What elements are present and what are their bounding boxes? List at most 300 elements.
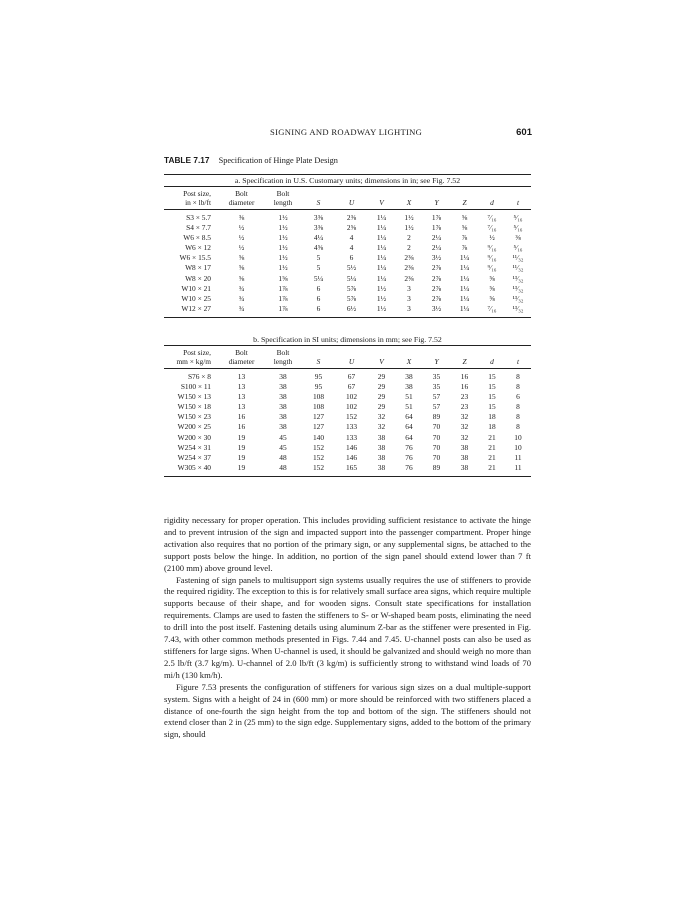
post-size-cell: W6 × 8.5	[183, 233, 211, 243]
table-row	[164, 463, 531, 477]
table-cell: 13	[237, 372, 246, 381]
table-row	[164, 422, 531, 432]
table-cell: 21	[488, 452, 496, 462]
table-cell: 5⅞	[346, 283, 357, 293]
column-header-top: Bolt	[276, 348, 290, 357]
table-part-a-grid	[164, 187, 531, 318]
table-row	[164, 274, 531, 284]
post-size-cell: W150 × 23	[177, 412, 211, 422]
table-cell: 1½	[278, 223, 288, 233]
table-cell: 35	[432, 372, 441, 381]
table-cell: 165	[345, 462, 358, 472]
table-title: Specification of Hinge Plate Design	[218, 156, 338, 165]
table-cell: ⅝	[238, 253, 245, 263]
table-cell: ⅜	[515, 233, 521, 243]
table-cell: 127	[312, 412, 325, 422]
table-cell: 19	[237, 452, 246, 462]
table-cell: ⅝	[461, 213, 468, 222]
table-cell: ⁹⁄₁₆	[487, 253, 497, 263]
table-cell: ⅝	[489, 293, 495, 303]
table-cell: 1½	[376, 283, 387, 293]
table-cell: 64	[405, 412, 413, 422]
table-row	[164, 304, 531, 318]
table-cell: 29	[377, 372, 386, 381]
table-cell: 64	[405, 432, 413, 442]
column-header: in × lb/ft	[164, 198, 219, 210]
table-cell: 70	[432, 442, 441, 452]
table-cell: ¹³⁄₃₂	[512, 283, 524, 293]
table-cell: 6	[316, 283, 321, 293]
table-cell: 1¼	[459, 263, 470, 273]
table-cell: 4⅝	[313, 243, 324, 253]
post-size-cell: W254 × 31	[177, 442, 211, 452]
table-cell: 1½	[278, 243, 288, 253]
table-cell: 1¼	[459, 253, 470, 263]
table-cell: ¹¹⁄₃₂	[512, 253, 524, 263]
table-cell: 5½	[346, 263, 357, 273]
table-cell: 3⅜	[313, 223, 324, 233]
table-cell: 76	[405, 452, 413, 462]
table-cell: 89	[432, 462, 441, 472]
column-header-top	[505, 187, 531, 198]
table-cell: 1¼	[376, 223, 387, 233]
table-cell: 38	[405, 382, 413, 392]
table-cell: ⅝	[489, 283, 495, 293]
table-cell: 11	[514, 462, 522, 472]
column-header-top	[423, 187, 450, 198]
table-cell: 1½	[278, 263, 288, 273]
table-cell: 2⅞	[431, 283, 442, 293]
table-cell: 152	[312, 452, 325, 462]
table-cell: 2¼	[431, 243, 442, 253]
table-cell: 13	[237, 392, 246, 402]
table-cell: 29	[377, 402, 386, 412]
table-cell: 38	[279, 372, 287, 381]
column-header: U	[335, 357, 368, 369]
table-cell: 152	[312, 462, 325, 472]
table-part-b-subtitle: b. Specification in SI units; dimensions in mm; see Fig. 7.52	[164, 334, 531, 346]
table-row	[164, 253, 531, 263]
table-cell: 1¼	[459, 273, 470, 283]
post-size-cell: S100 × 11	[180, 382, 211, 392]
table-row	[164, 412, 531, 422]
column-header: length	[264, 357, 302, 369]
column-header: S	[302, 357, 335, 369]
table-cell: 5⅞	[346, 293, 357, 303]
table-part-a-body	[164, 210, 531, 318]
table-cell: ⅝	[461, 223, 468, 233]
table-cell: 21	[488, 432, 496, 442]
table-cell: 38	[279, 402, 287, 412]
table-cell: 48	[279, 452, 287, 462]
table-cell: 16	[460, 382, 469, 392]
table-cell: 38	[377, 452, 386, 462]
table-cell: 2⅜	[346, 213, 357, 222]
table-part-a-header-row-2	[164, 198, 531, 210]
table-cell: 6	[316, 303, 321, 313]
column-header: t	[505, 198, 531, 210]
table-cell: 23	[460, 392, 469, 402]
table-cell: 38	[460, 452, 469, 462]
table-cell: 32	[377, 422, 386, 432]
column-header: Z	[450, 198, 479, 210]
column-header-top	[368, 346, 395, 357]
table-cell: 1⅞	[431, 223, 442, 233]
table-cell: ¹³⁄₃₂	[512, 293, 524, 303]
column-header: length	[264, 198, 302, 210]
table-cell: ¹³⁄₃₂	[512, 273, 524, 283]
table-part-a-subtitle: a. Specification in U.S. Customary units; dimensions in in; see Fig. 7.52	[164, 174, 531, 187]
column-header-top	[505, 346, 531, 357]
column-header-top	[395, 187, 423, 198]
table-cell: 95	[314, 372, 323, 381]
table-cell: 10	[514, 432, 522, 442]
table-row	[164, 210, 531, 224]
table-cell: 38	[460, 442, 469, 452]
post-size-cell: W10 × 21	[181, 283, 211, 293]
table-cell: 35	[432, 382, 441, 392]
table-cell: 2⅜	[404, 253, 414, 263]
table-cell: 2¼	[431, 233, 442, 243]
table-cell: 45	[279, 432, 287, 442]
table-cell: 1⅞	[431, 213, 442, 222]
table-cell: 76	[405, 442, 413, 452]
table-cell: 146	[345, 452, 358, 462]
table-cell: 8	[516, 372, 520, 381]
table-cell: ⅝	[238, 273, 245, 283]
column-header: t	[505, 357, 531, 369]
post-size-cell: W200 × 30	[177, 432, 211, 442]
table-cell: ⁹⁄₁₆	[487, 263, 497, 273]
table-cell: 95	[314, 382, 323, 392]
table-cell: 16	[237, 412, 246, 422]
table-cell: ⁵⁄₁₆	[513, 213, 523, 222]
table-cell: 4¼	[313, 233, 324, 243]
table-cell: 152	[312, 442, 325, 452]
column-header: U	[335, 198, 368, 210]
table-cell: 5	[316, 263, 321, 273]
page-number: 601	[516, 127, 532, 138]
table-cell: 70	[432, 422, 441, 432]
table-part-b-body	[164, 369, 531, 477]
table-cell: 5¼	[346, 273, 357, 283]
table-cell: 2	[407, 243, 411, 253]
column-header-top	[450, 187, 479, 198]
table-cell: 4	[349, 243, 354, 253]
column-header-top: Bolt	[276, 189, 290, 198]
table-cell: 6½	[346, 303, 357, 313]
table-cell: 32	[460, 412, 469, 422]
table-cell: 8	[516, 402, 520, 412]
table-row	[164, 443, 531, 453]
table-cell: 146	[345, 442, 358, 452]
column-header: d	[479, 198, 505, 210]
table-cell: ⅝	[238, 263, 245, 273]
table-cell: 13	[237, 402, 246, 412]
column-header-top: Post size,	[183, 189, 211, 198]
column-header-top	[479, 187, 505, 198]
column-header-top: Post size,	[183, 348, 211, 357]
table-cell: 2⅞	[431, 293, 442, 303]
post-size-cell: S4 × 7.7	[186, 223, 211, 233]
table-cell: 70	[432, 452, 441, 462]
table-caption	[164, 155, 338, 165]
table-cell: 127	[312, 422, 325, 432]
table-cell: 1½	[278, 253, 288, 263]
table-row	[164, 233, 531, 243]
table-cell: 108	[312, 392, 325, 402]
table-cell: ½	[238, 243, 245, 253]
table-cell: ⁷⁄₁₆	[487, 303, 497, 313]
table-cell: 15	[488, 392, 496, 402]
column-header: Z	[450, 357, 479, 369]
table-cell: 8	[516, 412, 520, 422]
table-cell: 19	[237, 432, 246, 442]
table-cell: 1¼	[376, 243, 387, 253]
table-cell: 133	[345, 422, 358, 432]
table-cell: 38	[460, 462, 469, 472]
table-cell: 1½	[278, 213, 288, 222]
table-cell: 15	[488, 402, 496, 412]
table-cell: 1½	[404, 213, 414, 222]
table-cell: 15	[488, 382, 496, 392]
table-cell: ¾	[238, 283, 245, 293]
column-header-top	[302, 346, 335, 357]
paragraph-3: Figure 7.53 presents the configuration of stiffeners for various sign sizes on a dual multiple-support system. Signs with a height of 24 in (600 mm) or more should be reinforced with two stiffeners placed a distance of one-fourth the sign height from the top and bottom of the sign. The stiffeners should not extend closer than 2 in (25 mm) to the sign edge. Supplementary signs, added to the bottom of the primary sign, should	[164, 681, 531, 740]
table-cell: 1⅞	[278, 293, 288, 303]
table-cell: 3	[407, 293, 411, 303]
table-part-b-header-row-1	[164, 346, 531, 357]
column-header-top	[450, 346, 479, 357]
table-row	[164, 223, 531, 233]
column-header-top	[368, 187, 395, 198]
table-cell: 1½	[376, 293, 387, 303]
table-cell: 3⅜	[313, 213, 324, 222]
column-header: X	[395, 198, 423, 210]
table-cell: 3½	[431, 303, 442, 313]
table-cell: 48	[279, 462, 287, 472]
table-part-a-header-row-1	[164, 187, 531, 198]
table-cell: ½	[489, 233, 495, 243]
table-cell: 38	[377, 432, 386, 442]
table-cell: 8	[516, 422, 520, 432]
running-head	[164, 127, 532, 138]
table-cell: 19	[237, 442, 246, 452]
table-cell: 6	[349, 253, 354, 263]
table-cell: ¹¹⁄₃₂	[512, 263, 524, 273]
table-cell: 6	[316, 293, 321, 303]
table-cell: ¾	[238, 293, 245, 303]
table-cell: ⁷⁄₁₆	[487, 213, 497, 222]
table-cell: 102	[345, 392, 358, 402]
column-header-top: Bolt	[235, 348, 248, 357]
table-cell: 1¼	[459, 303, 470, 313]
table-cell: 70	[432, 432, 441, 442]
table-cell: ⅞	[461, 233, 468, 243]
table-cell: 3	[407, 283, 411, 293]
table-cell: 32	[460, 422, 469, 432]
table-row	[164, 433, 531, 443]
table-cell: 38	[279, 382, 287, 392]
table-cell: 1¼	[376, 233, 387, 243]
table-cell: ⅝	[489, 273, 495, 283]
post-size-cell: W8 × 20	[185, 273, 211, 283]
running-title: SIGNING AND ROADWAY LIGHTING	[270, 127, 423, 137]
table-cell: 6	[516, 392, 520, 402]
table-cell: 1¼	[459, 293, 470, 303]
table-cell: 133	[345, 432, 358, 442]
table-cell: ½	[238, 233, 245, 243]
column-header: S	[302, 198, 335, 210]
column-header-top	[423, 346, 450, 357]
table-cell: 2⅞	[431, 263, 442, 273]
table-cell: 2⅜	[404, 263, 414, 273]
table-cell: 140	[312, 432, 325, 442]
table-number: TABLE 7.17	[164, 155, 210, 165]
table-cell: 108	[312, 402, 325, 412]
column-header: d	[479, 357, 505, 369]
table-cell: 1¼	[376, 263, 387, 273]
table-cell: 64	[405, 422, 413, 432]
column-header: Y	[423, 198, 450, 210]
table-cell: ⁵⁄₁₆	[513, 243, 523, 253]
table-part-b-grid	[164, 346, 531, 477]
post-size-cell: S76 × 8	[187, 372, 211, 381]
post-size-cell: S3 × 5.7	[186, 213, 211, 222]
column-header: Y	[423, 357, 450, 369]
table-row	[164, 243, 531, 253]
table-cell: 11	[514, 452, 522, 462]
table-cell: ⅞	[461, 243, 468, 253]
post-size-cell: W10 × 25	[181, 293, 211, 303]
table-cell: 21	[488, 442, 496, 452]
table-cell: 57	[432, 392, 441, 402]
post-size-cell: W254 × 37	[177, 452, 211, 462]
table-row	[164, 294, 531, 304]
table-row	[164, 284, 531, 294]
column-header: mm × kg/m	[164, 357, 219, 369]
table-cell: ⁷⁄₁₆	[487, 223, 497, 233]
table-cell: 89	[432, 412, 441, 422]
table-cell: ¹³⁄₃₂	[512, 303, 524, 313]
table-cell: 16	[460, 372, 469, 381]
table-cell: 19	[237, 462, 246, 472]
table-cell: 13	[237, 382, 246, 392]
post-size-cell: W305 × 40	[177, 462, 211, 472]
table-row	[164, 392, 531, 402]
table-cell: ⁵⁄₁₆	[513, 223, 523, 233]
table-cell: 23	[460, 402, 469, 412]
column-header: V	[368, 357, 395, 369]
table-cell: 57	[432, 402, 441, 412]
table-cell: 51	[405, 392, 413, 402]
table-cell: 1½	[278, 233, 288, 243]
table-cell: ½	[238, 223, 245, 233]
table-cell: 1½	[376, 303, 387, 313]
paragraph-1: rigidity necessary for proper operation. This includes providing sufficient resistance to activate the hinge and to prevent intrusion of the sign and impacted support into the passenger compartment. Proper hinge activation also requires that no portion of the primary sign, or any supplemental signs, be attached to the support posts below the hinge. In addition, no portion of the sign panel should extend lower than 7 ft (2100 mm) above ground level.	[164, 515, 531, 573]
column-header: X	[395, 357, 423, 369]
table-cell: ⁹⁄₁₆	[487, 243, 497, 253]
table-cell: 38	[405, 372, 413, 381]
body-text	[164, 515, 531, 741]
post-size-cell: W8 × 17	[185, 263, 211, 273]
table-cell: 16	[237, 422, 246, 432]
column-header-top	[302, 187, 335, 198]
post-size-cell: W6 × 12	[185, 243, 211, 253]
table-cell: 5	[316, 253, 321, 263]
paragraph-2: Fastening of sign panels to multisupport sign systems usually requires the use of stiffeners to provide the required rigidity. The exception to this is for relatively small surface area signs, which require multiple supports because of their shape, and for wooden signs. Consult state specifications for installation requirements. Clamps are used to fasten the stiffeners to S- or W-shaped beam posts, eliminating the need to drill into the post itself. Fastening details using aluminum Z-bar as the stiffener were presented in Fig. 7.43, with other common methods presented in Figs. 7.44 and 7.45. U-channel posts can also be used as stiffeners for large signs. When U-channel is used, it should be galvanized and should weigh no more than 2.5 lb/ft (3.7 kg/m). U-channel of 2.0 lb/ft (3 kg/m) is sufficiently strong to withstand wind loads of 70 mi/h (130 km/h).	[164, 574, 531, 680]
post-size-cell: W150 × 18	[177, 402, 211, 412]
table-cell: 4	[349, 233, 354, 243]
column-header: diameter	[219, 357, 264, 369]
table-part-a	[164, 174, 531, 318]
table-cell: ⅜	[238, 213, 245, 222]
table-cell: 18	[488, 412, 496, 422]
column-header: V	[368, 198, 395, 210]
table-cell: 102	[345, 402, 358, 412]
table-cell: 1⅞	[278, 303, 288, 313]
table-cell: 18	[488, 422, 496, 432]
column-header-top	[335, 187, 368, 198]
table-cell: 152	[345, 412, 358, 422]
column-header-top	[479, 346, 505, 357]
table-cell: 5¼	[313, 273, 324, 283]
table-cell: 29	[377, 392, 386, 402]
table-cell: 1¼	[376, 213, 387, 222]
table-cell: ¾	[238, 303, 245, 313]
table-cell: 21	[488, 462, 496, 472]
table-row	[164, 402, 531, 412]
table-cell: 38	[279, 412, 287, 422]
table-cell: 29	[377, 382, 386, 392]
table-cell: 38	[279, 422, 287, 432]
table-cell: 76	[405, 462, 413, 472]
table-cell: 67	[347, 382, 356, 392]
table-row	[164, 382, 531, 392]
table-cell: 45	[279, 442, 287, 452]
table-cell: 3½	[431, 253, 442, 263]
table-row	[164, 369, 531, 383]
table-cell: 1¼	[376, 273, 387, 283]
table-cell: 2	[407, 233, 411, 243]
column-header-top: Bolt	[235, 189, 248, 198]
table-row	[164, 453, 531, 463]
post-size-cell: W150 × 13	[177, 392, 211, 402]
post-size-cell: W12 × 27	[181, 303, 211, 313]
table-cell: 1¼	[459, 283, 470, 293]
table-part-b-header-row-2	[164, 357, 531, 369]
column-header-top	[395, 346, 423, 357]
table-cell: 38	[279, 392, 287, 402]
table-cell: 2⅜	[404, 273, 414, 283]
table-cell: 2⅝	[346, 223, 357, 233]
table-cell: 1¼	[376, 253, 387, 263]
table-cell: 10	[514, 442, 522, 452]
table-cell: 38	[377, 462, 386, 472]
table-cell: 67	[347, 372, 356, 381]
post-size-cell: W6 × 15.5	[179, 253, 211, 263]
table-cell: 51	[405, 402, 413, 412]
table-row	[164, 263, 531, 273]
table-cell: 1½	[404, 223, 414, 233]
table-cell: 15	[488, 372, 496, 381]
table-cell: 3	[407, 303, 411, 313]
table-cell: 1⅞	[278, 283, 288, 293]
column-header-top	[335, 346, 368, 357]
table-cell: 8	[516, 382, 520, 392]
table-cell: 1⅝	[278, 273, 288, 283]
table-cell: 32	[377, 412, 386, 422]
